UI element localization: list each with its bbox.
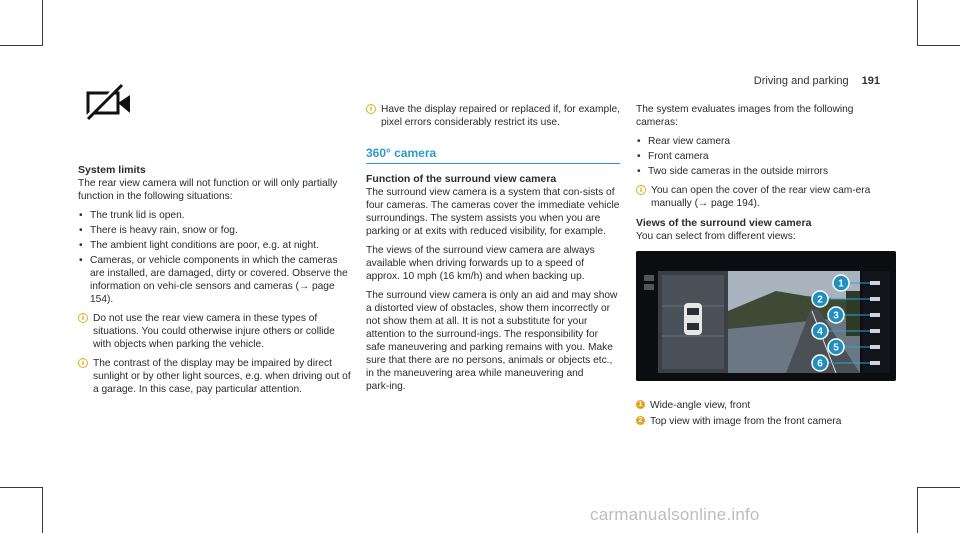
legend-number: 2 [636,416,645,425]
note-text: Do not use the rear view camera in these types of situations. You could otherwise injure others or collide with objects when parking the vehicle. [93,313,335,350]
section-title: 360° camera [366,147,620,164]
note-text: Have the display repaired or replaced if, for example, pixel errors considerably restrict its use. [381,104,620,128]
callout-badge-5 [828,339,844,355]
callout-badge-4 [812,323,828,339]
legend-item [636,399,890,412]
note-text: The contrast of the display may be impaired by direct sunlight or by other light sources, e.g. when driving out of a garage. In this case, pay particular attention. [93,358,351,395]
callout-badge-6 [812,355,828,371]
page-number: 191 [861,75,880,87]
list-item: • Front camera [636,150,890,163]
crop-mark [0,487,43,488]
header-title: Driving and parking [753,75,849,87]
info-icon: i [636,185,646,195]
svg-text:3: 3 [833,310,839,322]
column-1 [78,163,352,402]
info-icon: i [366,104,376,114]
note-text: You can open the cover of the rear view cam‑era manually (→ page 194). [651,185,871,209]
paragraph: You can select from different views: [636,231,796,242]
bullet-list [78,209,352,306]
section-heading: System limits [78,164,146,176]
callout-badge-1 [833,275,849,291]
info-icon: i [78,313,88,323]
page-header [754,75,880,87]
crop-mark [917,487,960,488]
legend-item [636,415,890,428]
camera-view-illustration [636,251,896,381]
callout-badge-3 [828,307,844,323]
crop-mark [917,45,960,46]
legend-number: 1 [636,400,645,409]
list-item: • Two side cameras in the outside mirrors [636,165,890,178]
subheading: Function of the surround view camera [366,173,557,185]
camera-off-icon [86,83,146,121]
watermark: carmanualsonline.info [590,505,760,524]
crop-mark [917,0,918,46]
crop-mark [0,45,43,46]
column-3 [636,103,890,431]
camera-display-screenshot [636,251,896,381]
list-item: • There is heavy rain, snow or fog. [78,224,352,237]
svg-text:2: 2 [817,294,823,306]
subheading: Views of the surround view camera [636,217,812,229]
svg-text:6: 6 [817,358,823,370]
list-item: • Rear view camera [636,135,890,148]
legend-text: Wide-angle view, front [650,400,751,411]
crop-mark [42,0,43,46]
paragraph: The surround view camera is a system that con‑sists of four cameras. The cameras cover the immediate vehicle surroundings. The system assists you when you are parking or at exits with reduced visibility, for example. [366,187,620,237]
crop-mark [42,487,43,533]
svg-text:4: 4 [817,326,823,338]
note [636,184,890,210]
list-item: • The ambient light conditions are poor, e.g. at night. [78,239,352,252]
list-item: • Cameras, or vehicle components in which the cameras are installed, are damaged, dirty or covered. Observe the information on vehi‑cle sensors and cameras (→ page 154). [78,254,352,306]
paragraph: The views of the surround view camera are always available when driving forwards up to a speed of approx. 10 mph (16 km/h) and when backing up. [366,245,595,282]
paragraph: The surround view camera is only an aid and may show a distorted view of obstacles, show them incorrectly or not show them at all. It is not a substitute for your attention to the surround‑ings. The responsibility for safe maneuvering and parking remains with you. Make sure that there are no persons, animals or objects etc., in the maneuvering area while maneuvering and park‑ing. [366,290,618,392]
info-icon: i [78,358,88,368]
note [366,103,620,129]
svg-text:1: 1 [838,278,844,290]
list-item: • The trunk lid is open. [78,209,352,222]
note [78,312,352,351]
note [78,357,352,396]
svg-text:5: 5 [833,342,839,354]
paragraph: The rear view camera will not function or will only partially function in the following situations: [78,178,338,202]
crop-mark [917,487,918,533]
column-2 [366,103,620,399]
bullet-list [636,135,890,178]
paragraph: The system evaluates images from the following cameras: [636,104,854,128]
legend-text: Top view with image from the front camera [650,416,842,427]
callout-badge-2 [812,291,828,307]
